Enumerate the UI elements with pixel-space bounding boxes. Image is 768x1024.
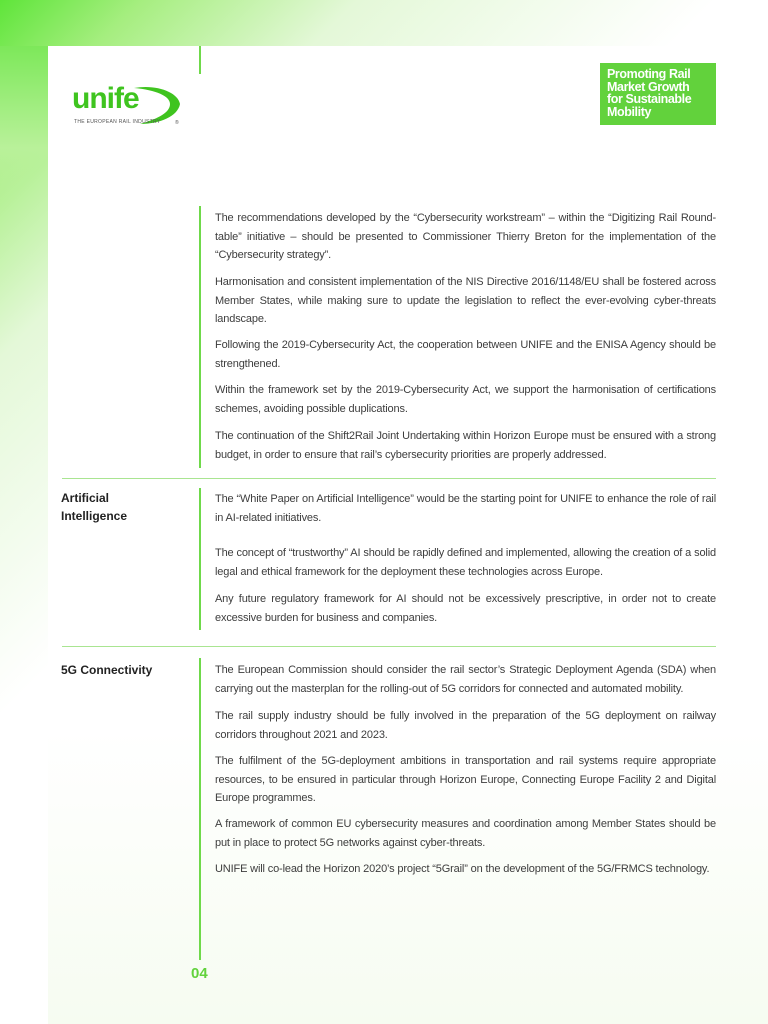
intro-paragraph-1: The recommendations developed by the “Cybersecurity workstream” – within the “Digitizing Rail Round-table” initiative – should be presented to Commissioner Thierry Breton for the implementation of the “Cybersecurity strategy”. (215, 212, 716, 261)
tagline-line: Mobility (607, 104, 652, 119)
section-label-line: Intelligence (61, 509, 128, 523)
intro-paragraph-4: Within the framework set by the 2019-Cybersecurity Act, we support the harmonisation of certifications schemes, avoiding possible duplications. (215, 384, 716, 415)
5g-paragraph-3: The fulfilment of the 5G-deployment ambitions in transportation and rail systems require appropriate resources, to be ensured in particular through Horizon Europe, Connecting Europe Facility 2 and Digital Europe programmes. (215, 755, 716, 804)
5g-paragraph-5: UNIFE will co-lead the Horizon 2020’s project “5Grail” on the development of the 5G/FRMCS technology. (215, 863, 710, 875)
tagline-box (600, 63, 716, 125)
section-label-line: Artificial (61, 491, 110, 505)
ai-paragraph-1: The “White Paper on Artificial Intelligence” would be the starting point for UNIFE to enhance the role of rail in AI-related initiatives. (215, 493, 716, 524)
tagline-line: for Sustainable (607, 92, 692, 106)
section-divider (62, 646, 716, 647)
5g-paragraph-1: The European Commission should consider the rail sector’s Strategic Deployment Agenda (SDA) when carrying out the masterplan for the rolling-out of 5G corridors for connected and automated mobility. (215, 664, 716, 695)
logo-wordmark: unife (72, 82, 139, 115)
section-divider (62, 478, 716, 479)
top-divider-rule (199, 46, 201, 74)
tagline-line: Market Growth (607, 79, 690, 94)
section-label-artificial-intelligence (61, 489, 181, 525)
5g-vertical-rule (199, 658, 201, 960)
section-label-line: 5G Connectivity (61, 663, 153, 677)
section-label-5g-connectivity (61, 661, 181, 679)
tagline-line: Promoting Rail (607, 67, 691, 81)
intro-vertical-rule (199, 206, 201, 468)
intro-paragraph-2: Harmonisation and consistent implementation of the NIS Directive 2016/1148/EU shall be fostered across Member States, while making sure to update the legislation to reflect the ever-evolving cyber-threats landscape. (215, 276, 716, 325)
unife-logo (72, 82, 190, 132)
5g-paragraph-2: The rail supply industry should be fully involved in the preparation of the 5G deployment on railway corridors throughout 2021 and 2023. (215, 710, 716, 741)
intro-paragraph-5: The continuation of the Shift2Rail Joint Undertaking within Horizon Europe must be ensured with a strong budget, in order to ensure that rail’s cybersecurity priorities are properly addressed. (215, 430, 716, 461)
ai-vertical-rule (199, 488, 201, 630)
logo-subtitle: THE EUROPEAN RAIL INDUSTRY (74, 119, 161, 125)
5g-paragraph-4: A framework of common EU cybersecurity measures and coordination among Member States should be put in place to protect 5G networks against cyber-threats. (215, 818, 716, 849)
ai-paragraph-3: Any future regulatory framework for AI should not be excessively prescriptive, in order not to create excessive burden for business and companies. (215, 593, 716, 624)
logo-registered-mark: ® (175, 120, 179, 126)
ai-paragraph-2: The concept of “trustworthy” AI should be rapidly defined and implemented, allowing the creation of a solid legal and ethical framework for the deployment these technologies across Europe. (215, 547, 716, 578)
intro-paragraph-3: Following the 2019-Cybersecurity Act, the cooperation between UNIFE and the ENISA Agency should be strengthened. (215, 339, 716, 370)
page-number: 04 (191, 965, 208, 982)
